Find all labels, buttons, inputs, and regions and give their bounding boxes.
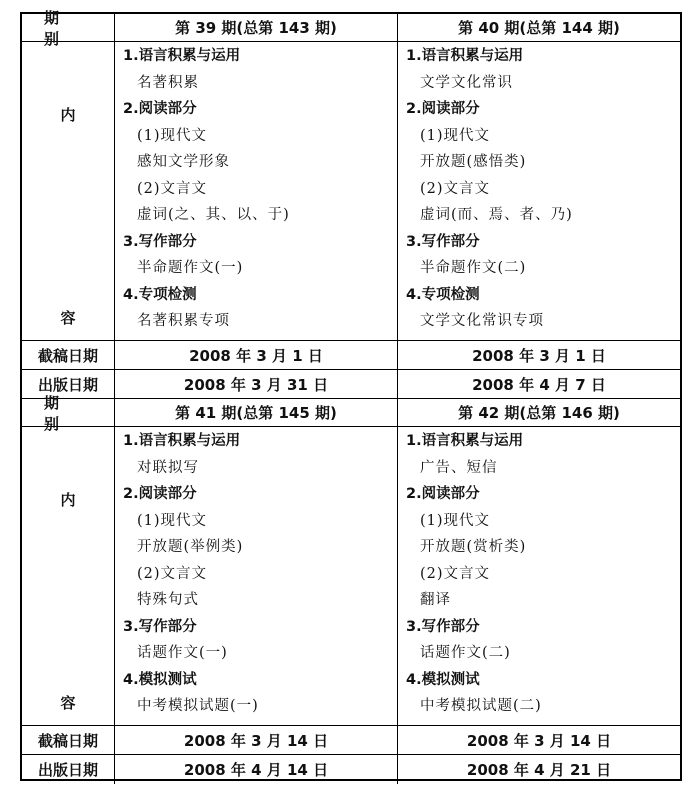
- section-heading: 4.模拟测试: [406, 671, 480, 688]
- content-label-char: 容: [60, 309, 76, 327]
- section-heading: 3.写作部分: [406, 618, 480, 635]
- content-label-char: 容: [60, 694, 76, 712]
- section-heading: 1.语言积累与运用: [123, 48, 241, 64]
- topic-item: (1)现代文: [137, 512, 208, 529]
- topic-item: 文学文化常识: [420, 74, 513, 91]
- topic-item: 中考模拟试题(二): [420, 698, 542, 714]
- period-label-cell: [22, 393, 115, 433]
- period-label-cell: [22, 8, 115, 48]
- issue-content-cell: [115, 427, 398, 725]
- topic-item: 虚词(之、其、以、于): [137, 207, 290, 223]
- schedule-table: [20, 8, 682, 781]
- section-heading: 2.阅读部分: [406, 101, 480, 117]
- topic-item: 名著积累: [137, 74, 199, 91]
- deadline-label: 截稿日期: [22, 341, 115, 369]
- period-label: 期 别: [44, 393, 82, 433]
- section-heading: 1.语言积累与运用: [406, 48, 524, 64]
- section-heading: 3.写作部分: [123, 233, 197, 250]
- issue-content-cell: [398, 42, 680, 340]
- topic-item: (2)文言文: [420, 565, 491, 582]
- section-heading: 2.阅读部分: [123, 101, 197, 117]
- topic-item: (1)现代文: [137, 127, 208, 144]
- publish-date: 2008 年 4 月 7 日: [472, 375, 606, 394]
- topic-item: (1)现代文: [420, 127, 491, 144]
- period-label: 期 别: [44, 8, 82, 48]
- deadline-label: 截稿日期: [22, 726, 115, 754]
- topic-item: (1)现代文: [420, 512, 491, 529]
- topic-item: 话题作文(一): [137, 645, 228, 661]
- topic-item: (2)文言文: [420, 180, 491, 197]
- section-heading: 2.阅读部分: [406, 486, 480, 502]
- topic-item: 话题作文(二): [420, 645, 511, 661]
- deadline-date: 2008 年 3 月 1 日: [472, 346, 606, 365]
- section-heading: 4.专项检测: [123, 286, 197, 303]
- topic-item: 虚词(而、焉、者、乃): [420, 207, 573, 223]
- issue-title: 第 41 期(总第 145 期): [115, 399, 398, 426]
- deadline-row: [22, 726, 680, 755]
- publish-date: 2008 年 4 月 21 日: [466, 761, 612, 779]
- section-heading: 3.写作部分: [406, 233, 480, 250]
- publish-date: 2008 年 3 月 31 日: [115, 370, 398, 398]
- issue-content-cell: [115, 42, 398, 340]
- issue-title: 第 40 期(总第 144 期): [458, 19, 620, 37]
- issue-title: 第 42 期(总第 146 期): [458, 404, 620, 422]
- content-row: [22, 42, 680, 341]
- section-heading: 4.专项检测: [406, 286, 480, 303]
- deadline-row: [22, 341, 680, 370]
- deadline-date: 2008 年 3 月 14 日: [466, 731, 612, 750]
- section-heading: 2.阅读部分: [123, 486, 197, 502]
- topic-item: 文学文化常识专项: [420, 313, 544, 329]
- content-list: [398, 427, 680, 725]
- section-heading: 4.模拟测试: [123, 671, 197, 688]
- deadline-date: 2008 年 3 月 1 日: [115, 341, 398, 369]
- publish-label: 出版日期: [22, 755, 115, 784]
- publish-row: [22, 755, 680, 784]
- topic-item: 半命题作文(二): [420, 260, 527, 276]
- topic-item: 对联拟写: [137, 459, 199, 476]
- topic-item: 开放题(感悟类): [420, 154, 527, 170]
- topic-item: 特殊句式: [137, 592, 199, 608]
- publish-date: 2008 年 4 月 14 日: [115, 755, 398, 784]
- deadline-date: 2008 年 3 月 14 日: [115, 726, 398, 754]
- section-heading: 3.写作部分: [123, 618, 197, 635]
- content-label-cell: [22, 42, 115, 340]
- topic-item: 开放题(赏析类): [420, 539, 527, 555]
- content-list: [115, 42, 397, 340]
- issue-header-row: [22, 8, 680, 48]
- content-label-cell: [22, 427, 115, 725]
- publish-row: [22, 370, 680, 399]
- content-list: [398, 42, 680, 340]
- topic-item: (2)文言文: [137, 565, 208, 582]
- topic-item: 开放题(举例类): [137, 539, 244, 555]
- topic-item: 翻译: [420, 592, 451, 608]
- section-heading: 1.语言积累与运用: [123, 433, 241, 449]
- issue-content-cell: [398, 427, 680, 725]
- issue-title: 第 39 期(总第 143 期): [115, 14, 398, 41]
- topic-item: 感知文学形象: [137, 154, 230, 170]
- publish-label: 出版日期: [22, 370, 115, 398]
- section-heading: 1.语言积累与运用: [406, 433, 524, 449]
- topic-item: 半命题作文(一): [137, 260, 244, 276]
- topic-item: 名著积累专项: [137, 313, 230, 329]
- content-label-char: 内: [60, 491, 76, 509]
- topic-item: 广告、短信: [420, 459, 498, 476]
- content-label-char: 内: [60, 106, 76, 124]
- issue-header-row: [22, 393, 680, 433]
- content-list: [115, 427, 397, 725]
- content-row: [22, 427, 680, 726]
- topic-item: 中考模拟试题(一): [137, 698, 259, 714]
- topic-item: (2)文言文: [137, 180, 208, 197]
